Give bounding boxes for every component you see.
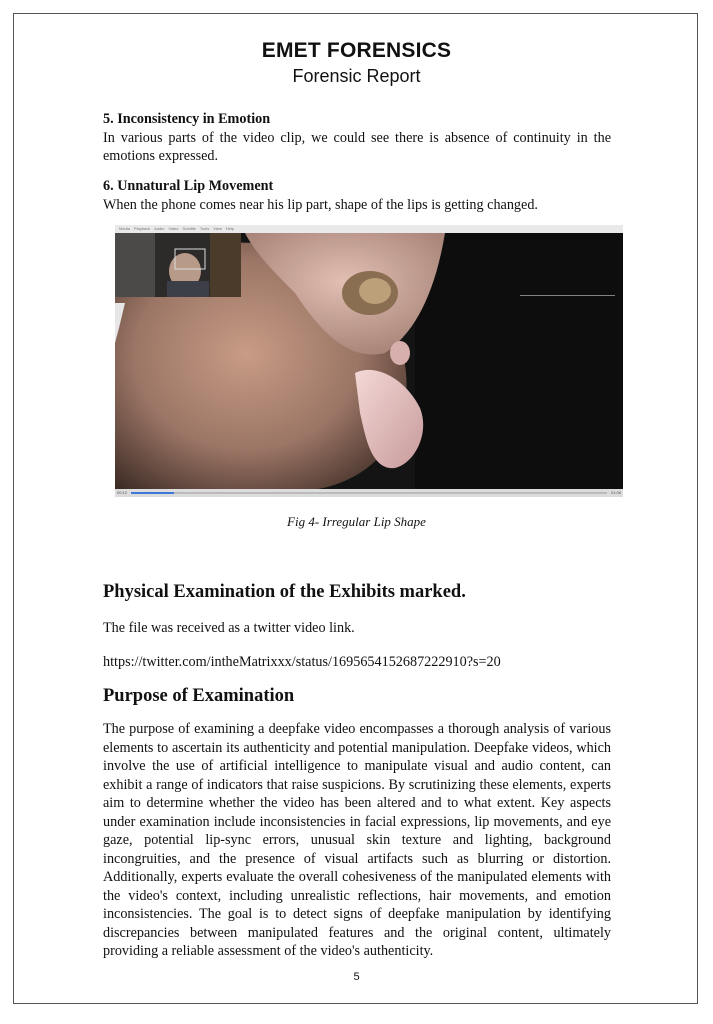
player-menu-item: Subtitle — [182, 226, 196, 231]
player-menu-item: Playback — [133, 226, 151, 231]
player-menu-item: Tools — [199, 226, 210, 231]
player-menu-item: Media — [119, 226, 130, 231]
exhibit-link: https://twitter.com/intheMatrixxx/status/1695654152687222910?s=20 — [103, 654, 501, 670]
time-current: 00:12 — [117, 490, 128, 495]
time-total: 01:06 — [610, 490, 621, 495]
seek-progress — [131, 492, 174, 494]
player-menu-bar — [115, 225, 623, 233]
section-lip-movement — [103, 177, 611, 214]
organization-name: EMET FORENSICS — [261, 39, 452, 62]
player-menu-item: Help — [225, 226, 235, 231]
physical-exam-text: The file was received as a twitter video link. — [103, 620, 355, 636]
video-frame-image — [115, 233, 623, 491]
section-emotion — [103, 110, 611, 166]
player-seek-bar — [115, 489, 623, 497]
player-menu-item: Audio — [154, 226, 165, 231]
page-number: 5 — [353, 971, 360, 983]
player-menu-item: Video — [168, 226, 179, 231]
video-player-screenshot — [115, 225, 623, 497]
section-body: When the phone comes near his lip part, shape of the lips is getting changed. — [103, 196, 538, 213]
player-menu-item: View — [213, 226, 222, 231]
section-title: 6. Unnatural Lip Movement — [103, 178, 274, 194]
purpose-body: The purpose of examining a deepfake video encompasses a thorough analysis of various elements to ascertain its authenticity and potential manipulation. Deepfake videos, which involve the use of artificial intelligence to manipulate visual and audio content, can exhibit a range of indicators that raise suspicions. By scrutinizing these elements, experts aim to determine whether the video has been altered and to what extent. Key aspects under examination include inconsistencies in facial expressions, lip movements, and eye gaze, potential lip-sync errors, unusual skin texture and lighting, background incongruities, and the presence of visual artifacts such as blurring or distortion. Additionally, experts evaluate the overall cohesiveness of the manipulated elements with the video's context, including unrealistic reflections, hair movements, and emotion inconsistencies. The goal is to detect signs of deepfake manipulation by identifying discrepancies between manipulated features and the original content, ultimately providing a reliable assessment of the video's authenticity. — [103, 721, 611, 959]
report-header — [0, 38, 713, 88]
physical-exam-heading: Physical Examination of the Exhibits marked. — [103, 582, 466, 602]
purpose-heading: Purpose of Examination — [103, 686, 295, 706]
section-body: In various parts of the video clip, we could see there is absence of continuity in the emotions expressed. — [103, 129, 611, 164]
section-title: 5. Inconsistency in Emotion — [103, 111, 271, 127]
report-type: Forensic Report — [292, 66, 421, 86]
seek-track — [131, 492, 607, 494]
video-frame — [115, 233, 623, 491]
figure-caption: Fig 4- Irregular Lip Shape — [287, 514, 426, 529]
